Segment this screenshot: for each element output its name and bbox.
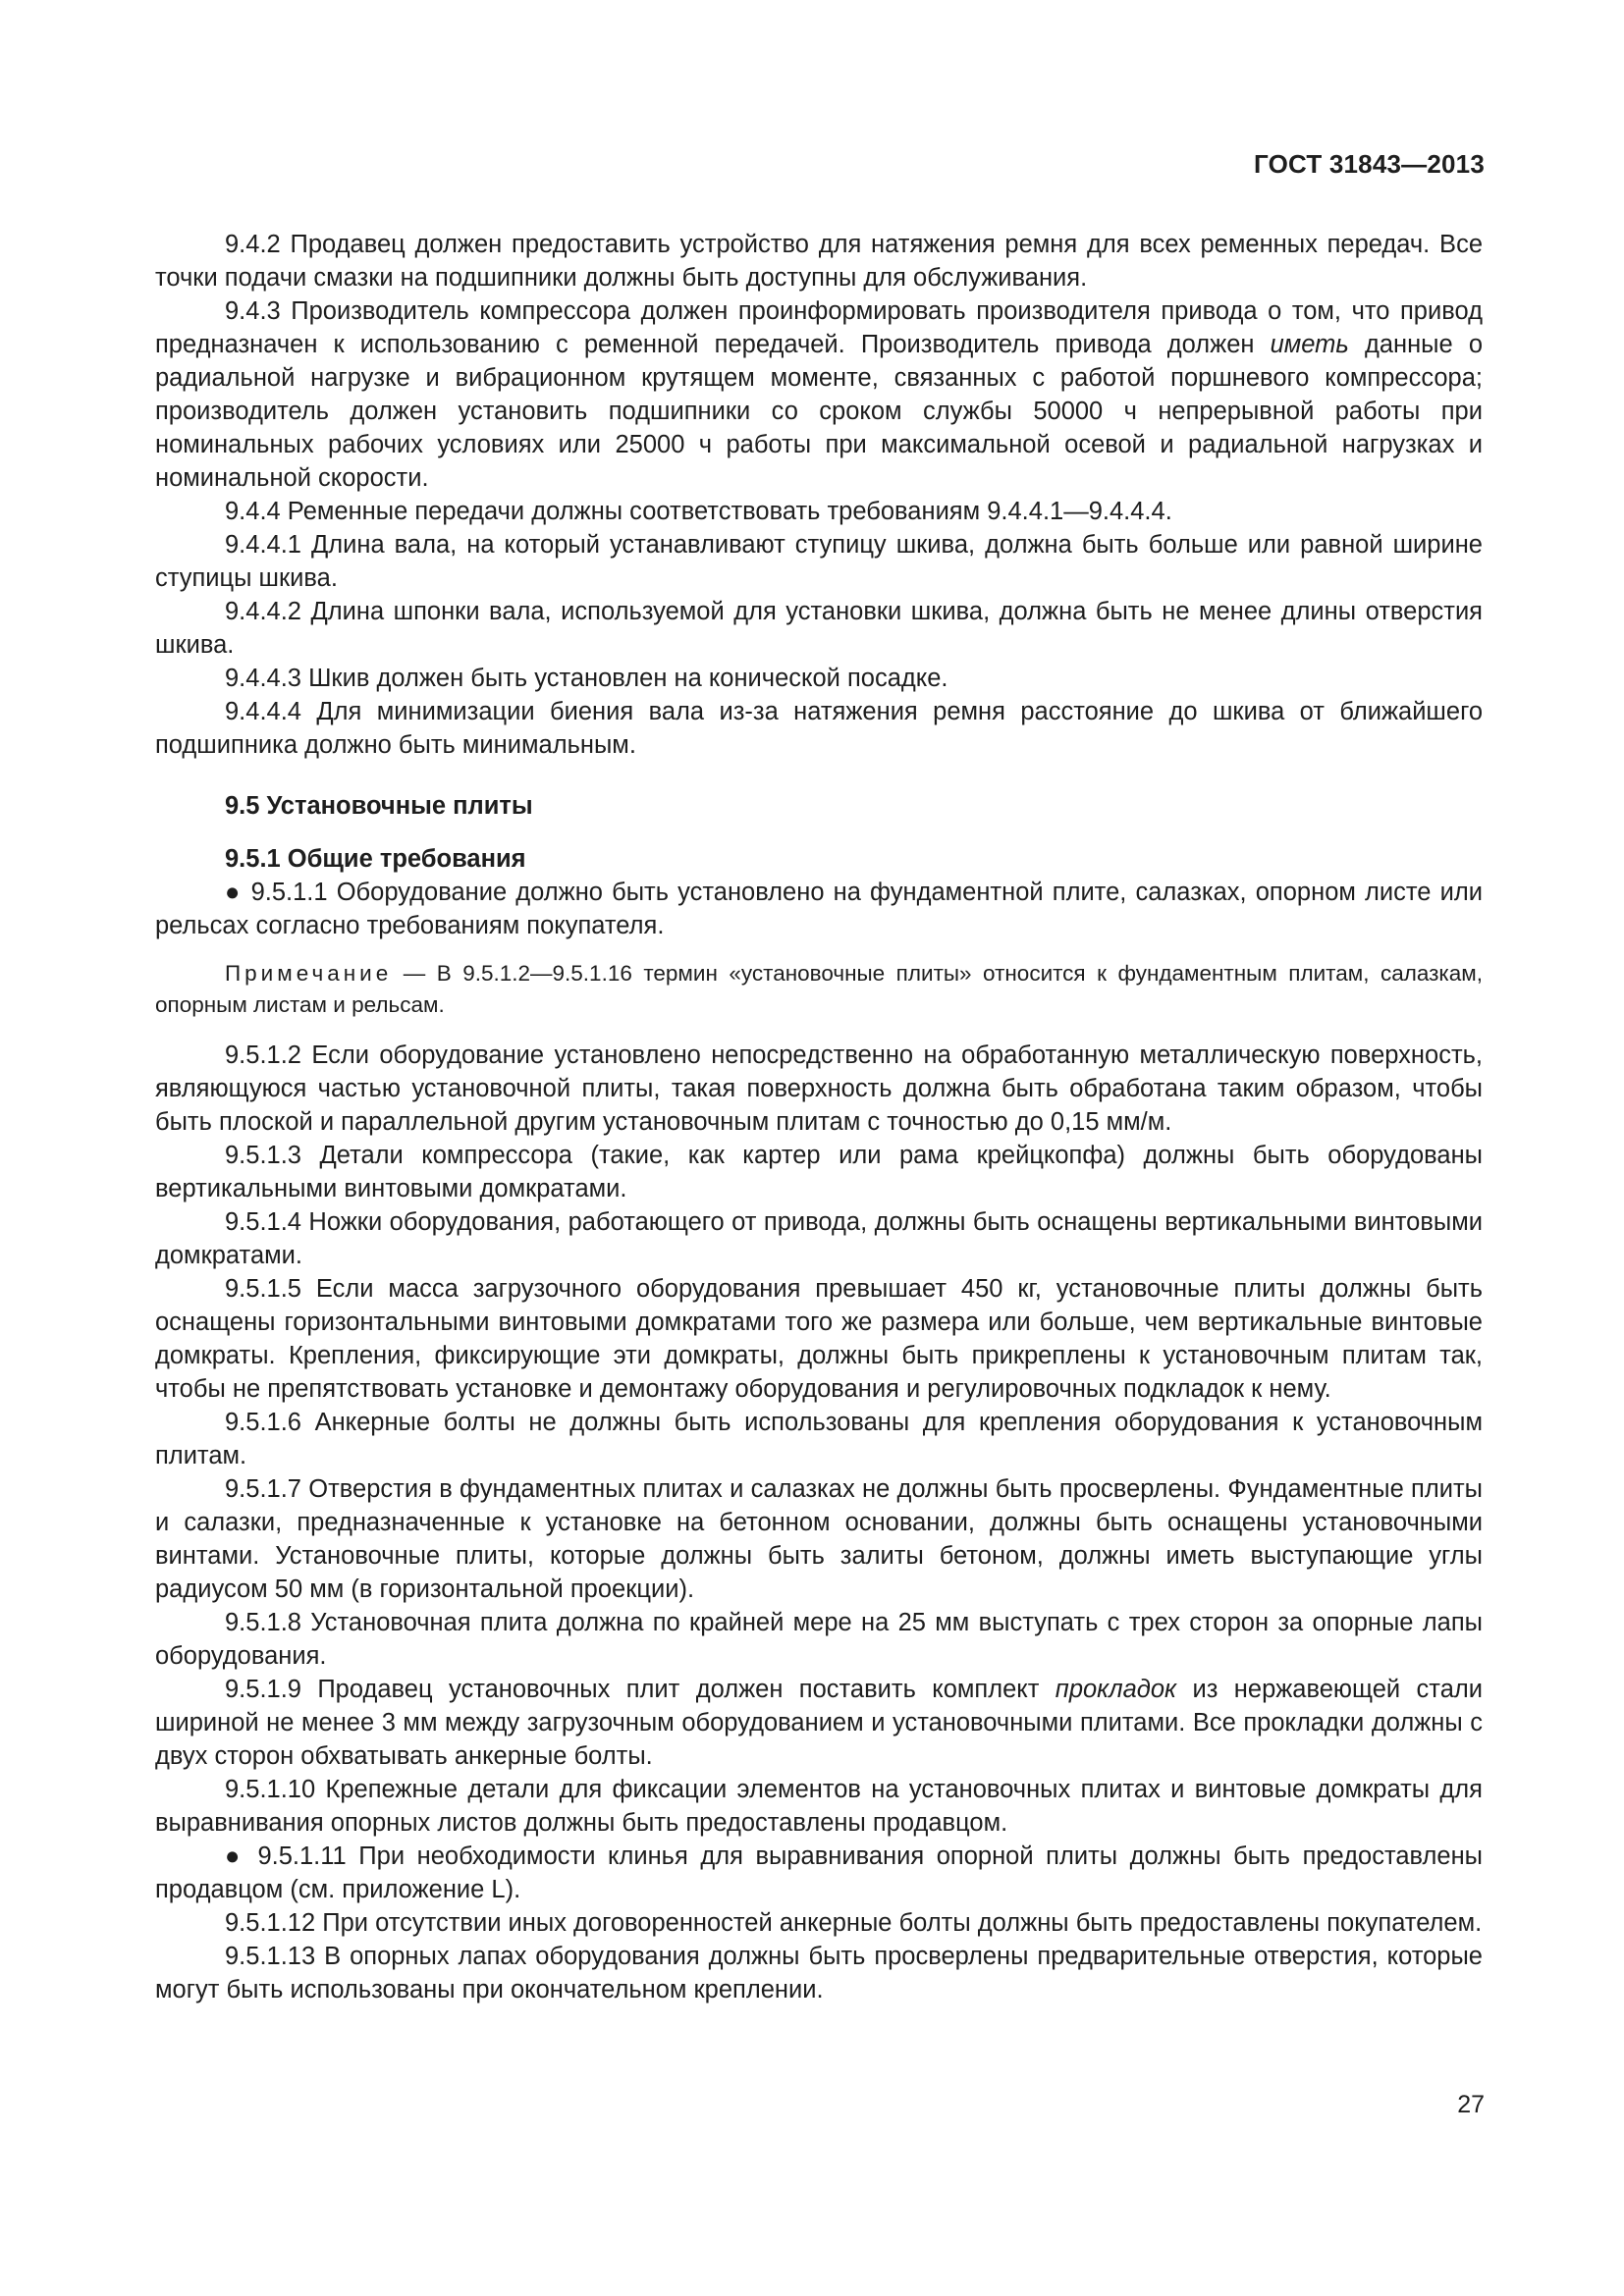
paragraph-9-5-1-13: 9.5.1.13 В опорных лапах оборудования должны быть просверлены предварительные отверстия, которые могут быть использованы при окончательном креплении.: [155, 1943, 1483, 2003]
paragraph-9-4-4-2: 9.4.4.2 Длина шпонки вала, используемой для установки шкива, должна быть не менее длины отверстия шкива.: [155, 598, 1483, 659]
paragraph-9-5-1-3: 9.5.1.3 Детали компрессора (такие, как картер или рама крейцкопфа) должны быть оборудованы вертикальными винтовыми домкратами.: [155, 1142, 1483, 1202]
paragraph-text: 9.5.1.9 Продавец установочных плит должен поставить комплект: [225, 1676, 1056, 1703]
paragraph-9-5-1-4: 9.5.1.4 Ножки оборудования, работающего от привода, должны быть оснащены вертикальными винтовыми домкратами.: [155, 1208, 1483, 1269]
paragraph-9-5-1-12: 9.5.1.12 При отсутствии иных договоренностей анкерные болты должны быть предоставлены покупателем.: [225, 1909, 1483, 1937]
paragraph-9-5-1-10: 9.5.1.10 Крепежные детали для фиксации элементов на установочных плитах и винтовые домкраты для выравнивания опорных листов должны быть предоставлены продавцом.: [155, 1776, 1483, 1837]
paragraph-9-4-4: 9.4.4 Ременные передачи должны соответствовать требованиям 9.4.4.1—9.4.4.4.: [225, 498, 1172, 525]
paragraph-9-5-1-2: 9.5.1.2 Если оборудование установлено непосредственно на обработанную металлическую поверхность, являющуюся частью установочной плиты, такая поверхность должна быть обработана таким образом, чтобы быть плоской и параллельной другим установочным плитам с точностью до 0,15 мм/м.: [155, 1041, 1483, 1136]
emphasis-text: прокладок: [1055, 1676, 1177, 1703]
paragraph-9-5-1-6: 9.5.1.6 Анкерные болты не должны быть использованы для крепления оборудования к установочным плитам.: [155, 1409, 1483, 1469]
paragraph-9-5-1-5: 9.5.1.5 Если масса загрузочного оборудования превышает 450 кг, установочные плиты должны быть оснащены горизонтальными винтовыми домкратами того же размера или больше, чем вертикальные винтовые домкраты. Крепления, фиксирующие эти домкраты, должны быть прикреплены к установочным плитам так, чтобы не препятствовать установке и демонтажу оборудования и регулировочных подкладок к нему.: [155, 1275, 1483, 1403]
note-block: [155, 958, 1483, 1021]
paragraph-9-5-1-11: ● 9.5.1.11 При необходимости клинья для выравнивания опорной плиты должны быть предоставлены продавцом (см. приложение L).: [155, 1842, 1483, 1903]
paragraph-9-4-4-3: 9.4.4.3 Шкив должен быть установлен на конической посадке.: [225, 665, 948, 692]
subsection-heading: 9.5.1 Общие требования: [225, 845, 526, 873]
paragraph-9-4-4-4: 9.4.4.4 Для минимизации биения вала из-за натяжения ремня расстояние до шкива от ближайшего подшипника должно быть минимальным.: [155, 698, 1483, 759]
paragraph-text: данные о радиальной нагрузке и вибрационном крутящем моменте, связанных с работой поршневого компрессора; производитель должен установить подшипники со сроком службы 50000 ч непрерывной работы при номинальных рабочих условиях или 25000 ч работы при максимальной осевой и радиальной нагрузках и номинальной скорости.: [155, 331, 1483, 492]
paragraph-9-4-2: 9.4.2 Продавец должен предоставить устройство для натяжения ремня для всех ременных передач. Все точки подачи смазки на подшипники должны быть доступны для обслуживания.: [155, 231, 1483, 292]
standard-code-header: ГОСТ 31843—2013: [1254, 149, 1485, 179]
paragraph-9-5-1-1: ● 9.5.1.1 Оборудование должно быть установлено на фундаментной плите, салазках, опорном листе или рельсах согласно требованиям покупателя.: [155, 879, 1483, 939]
note-label: Примечание: [225, 961, 393, 986]
paragraph-9-5-1-8: 9.5.1.8 Установочная плита должна по крайней мере на 25 мм выступать с трех сторон за опорные лапы оборудования.: [155, 1609, 1483, 1670]
page-number: 27: [1457, 2091, 1485, 2118]
paragraph-9-5-1-7: 9.5.1.7 Отверстия в фундаментных плитах и салазках не должны быть просверлены. Фундаментные плиты и салазки, предназначенные к установке на бетонном основании, должны быть оснащены установочными винтами. Установочные плиты, которые должны быть залиты бетоном, должны иметь выступающие углы радиусом 50 мм (в горизонтальной проекции).: [155, 1475, 1483, 1603]
note-text: — В 9.5.1.2—9.5.1.16 термин «установочные плиты» относится к фундаментным плитам, салазкам, опорным листам и рельсам.: [155, 961, 1483, 1017]
paragraph-text: 9.4.3 Производитель компрессора должен проинформировать производителя привода о том, что привод предназначен к использованию с ременной передачей. Производитель привода должен: [155, 297, 1483, 358]
paragraph-text: из нержавеющей стали шириной не менее 3 мм между загрузочным оборудованием и установочными плитами. Все прокладки должны с двух сторон обхватывать анкерные болты.: [155, 1676, 1483, 1770]
document-body: [155, 228, 1483, 2006]
paragraph-9-5-1-9: [155, 1673, 1483, 1773]
section-heading: 9.5 Установочные плиты: [225, 792, 533, 820]
paragraph-9-4-3: [155, 294, 1483, 495]
paragraph-9-4-4-1: 9.4.4.1 Длина вала, на который устанавливают ступицу шкива, должна быть больше или равной ширине ступицы шкива.: [155, 531, 1483, 592]
emphasis-text: иметь: [1270, 331, 1349, 358]
